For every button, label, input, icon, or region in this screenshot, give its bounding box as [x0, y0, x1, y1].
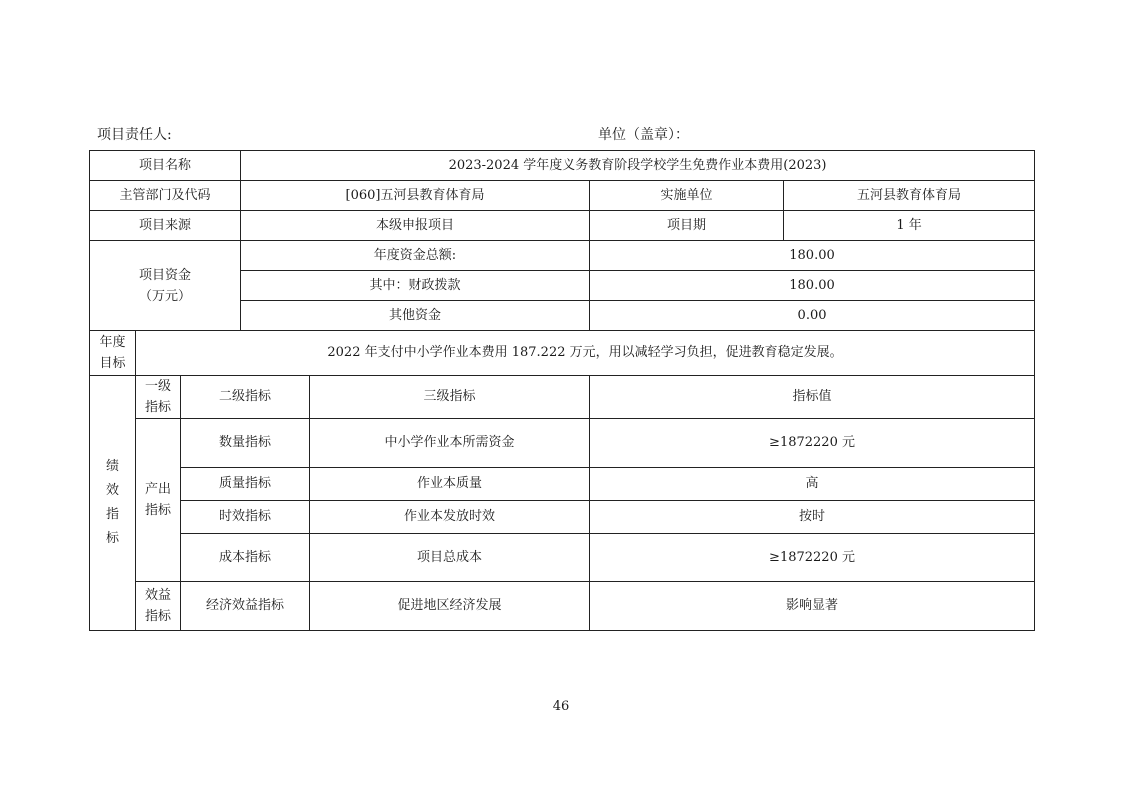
row-source [90, 211, 1035, 241]
project-name-value: 2023-2024 学年度义务教育阶段学校学生免费作业本费用(2023) [241, 151, 1035, 181]
benefit-label-line1: 效益 [144, 588, 171, 603]
indicator-row [90, 582, 1035, 631]
level2-header: 二级指标 [181, 376, 310, 419]
funds-fiscal-value: 180.00 [590, 271, 1035, 301]
indicator-row [90, 468, 1035, 501]
level1-header [136, 376, 181, 419]
goal-label [90, 331, 136, 376]
dept-label: 主管部门及代码 [90, 181, 241, 211]
indicator-row [90, 419, 1035, 468]
funds-total-value: 180.00 [590, 241, 1035, 271]
level1-header-line1: 一级 [144, 379, 171, 394]
funds-fiscal-label: 其中：财政拨款 [241, 271, 590, 301]
level3-cell: 作业本质量 [310, 468, 590, 501]
output-indicator-label [136, 419, 181, 582]
indicator-value-cell: 影响显著 [590, 582, 1035, 631]
output-label-line2: 指标 [144, 503, 171, 518]
funds-label-line1: 项目资金 [138, 267, 191, 283]
perf-char-4: 标 [105, 531, 119, 546]
unit-seal-label: 单位（盖章）： [598, 127, 689, 143]
project-name-label: 项目名称 [90, 151, 241, 181]
funds-total-label: 年度资金总额: [241, 241, 590, 271]
indicator-row [90, 534, 1035, 582]
indicator-value-cell: 按时 [590, 501, 1035, 534]
indicator-value-cell: ≥1872220 元 [590, 419, 1035, 468]
indicator-value-cell: 高 [590, 468, 1035, 501]
perf-char-1: 绩 [105, 459, 119, 474]
funds-label-line2: （万元） [138, 288, 191, 304]
row-annual-goal [90, 331, 1035, 376]
source-value: 本级申报项目 [241, 211, 590, 241]
impl-unit-label: 实施单位 [590, 181, 784, 211]
perf-char-2: 效 [105, 483, 119, 498]
row-indicator-header [90, 376, 1035, 419]
goal-text: 2022 年支付中小学作业本费用 187.222 万元，用以减轻学习负担，促进教育稳定发展。 [136, 331, 1035, 376]
output-label-line1: 产出 [144, 482, 171, 497]
goal-label-line1: 年度 [99, 335, 126, 350]
goal-label-line2: 目标 [99, 356, 126, 371]
period-label: 项目期 [590, 211, 784, 241]
level3-cell: 项目总成本 [310, 534, 590, 582]
level2-cell: 时效指标 [181, 501, 310, 534]
benefit-label-line2: 指标 [144, 609, 171, 624]
level3-cell: 中小学作业本所需资金 [310, 419, 590, 468]
funds-label [90, 241, 241, 331]
level3-cell: 促进地区经济发展 [310, 582, 590, 631]
row-project-name [90, 151, 1035, 181]
benefit-indicator-label [136, 582, 181, 631]
impl-unit-value: 五河县教育体育局 [784, 181, 1035, 211]
level2-cell: 经济效益指标 [181, 582, 310, 631]
level3-cell: 作业本发放时效 [310, 501, 590, 534]
row-funds-total [90, 241, 1035, 271]
performance-goal-table [89, 150, 1035, 631]
page-number: 46 [552, 699, 570, 714]
indicator-value-header: 指标值 [590, 376, 1035, 419]
level1-header-line2: 指标 [144, 400, 171, 415]
perf-char-3: 指 [105, 507, 119, 522]
indicator-row [90, 501, 1035, 534]
level2-cell: 成本指标 [181, 534, 310, 582]
row-department [90, 181, 1035, 211]
level2-cell: 数量指标 [181, 419, 310, 468]
period-value: 1 年 [784, 211, 1035, 241]
level2-cell: 质量指标 [181, 468, 310, 501]
level3-header: 三级指标 [310, 376, 590, 419]
source-label: 项目来源 [90, 211, 241, 241]
responsible-person-label: 项目责任人: [97, 127, 172, 143]
dept-value: [060]五河县教育体育局 [241, 181, 590, 211]
funds-other-value: 0.00 [590, 301, 1035, 331]
indicator-value-cell: ≥1872220 元 [590, 534, 1035, 582]
funds-other-label: 其他资金 [241, 301, 590, 331]
performance-indicator-label [90, 376, 136, 631]
